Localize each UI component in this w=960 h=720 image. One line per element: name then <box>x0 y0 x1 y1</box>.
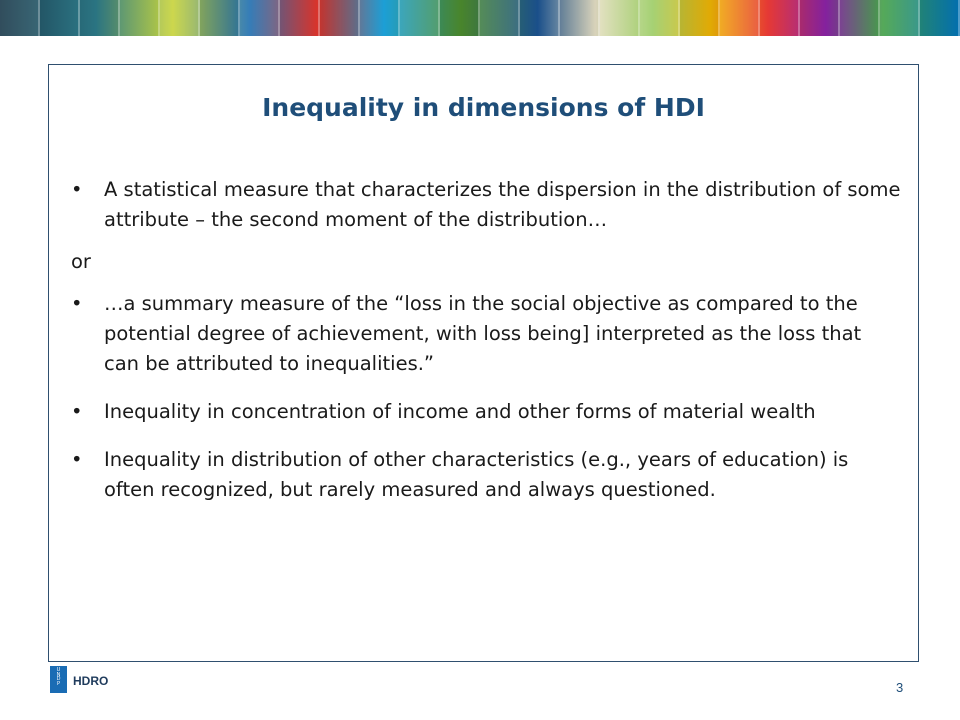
org-label: HDRO <box>73 674 109 688</box>
content-frame <box>48 64 919 662</box>
bullet-text: A statistical measure that characterizes the dispersion in the distribution of some attribute – the second moment of the distribution… <box>104 178 901 231</box>
page-number: 3 <box>896 680 904 695</box>
slide-title: Inequality in dimensions of HDI <box>262 93 705 122</box>
un-emblem-icon: U N D P <box>50 666 67 693</box>
bullet-item <box>71 445 901 505</box>
bullet-marker: • <box>71 178 83 201</box>
bullet-item <box>71 289 901 379</box>
bullet-marker: • <box>71 292 83 315</box>
bullet-text: …a summary measure of the “loss in the social objective as compared to the potential degree of achievement, with loss being] interpreted as the loss that can be attributed to inequalities.” <box>104 292 862 375</box>
bullet-marker: • <box>71 448 83 471</box>
bullet-marker: • <box>71 400 83 423</box>
banner-image-strip <box>0 0 960 36</box>
or-separator: or <box>71 250 91 273</box>
bullet-text: Inequality in concentration of income and other forms of material wealth <box>104 400 816 423</box>
decorative-banner <box>0 0 960 36</box>
bullet-item <box>71 175 901 235</box>
bullet-text: Inequality in distribution of other characteristics (e.g., years of education) is often recognized, but rarely measured and always questioned. <box>104 448 849 501</box>
slide-body <box>71 175 901 505</box>
bullet-item <box>71 397 901 427</box>
